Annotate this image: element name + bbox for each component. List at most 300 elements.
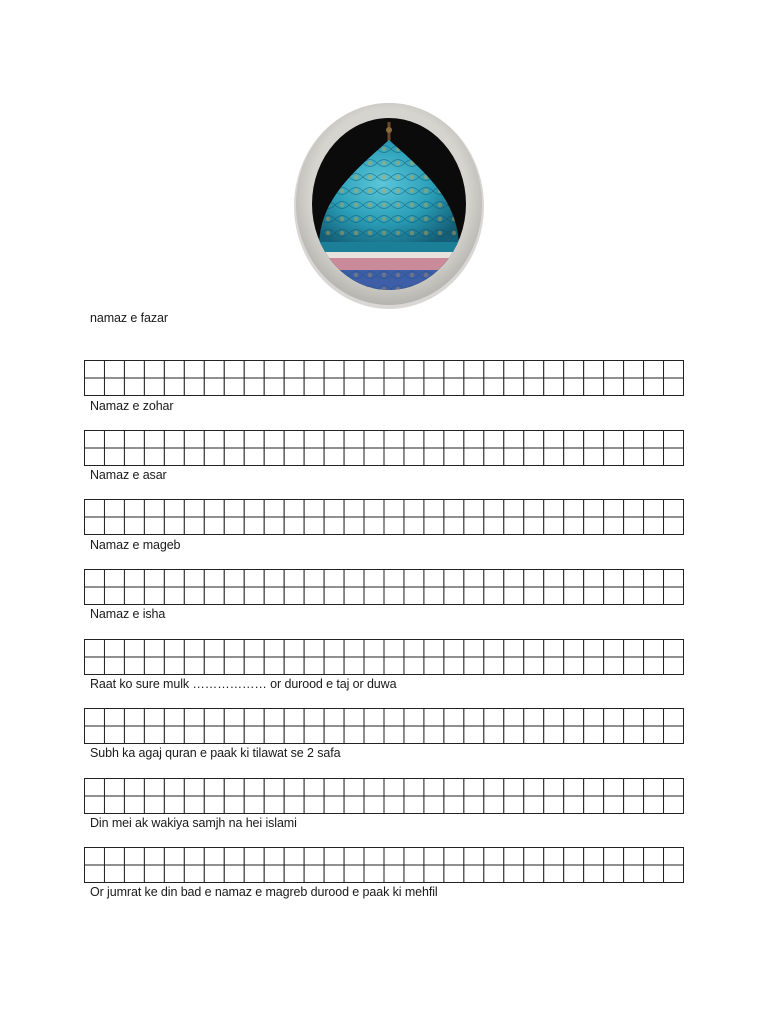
- grid-cell[interactable]: [624, 848, 644, 866]
- grid-cell[interactable]: [604, 378, 624, 396]
- grid-cell[interactable]: [524, 709, 544, 727]
- grid-cell[interactable]: [664, 779, 684, 797]
- grid-cell[interactable]: [564, 361, 584, 379]
- grid-cell[interactable]: [404, 361, 424, 379]
- grid-cell[interactable]: [85, 361, 105, 379]
- grid-cell[interactable]: [544, 709, 564, 727]
- grid-cell[interactable]: [85, 848, 105, 866]
- grid-cell[interactable]: [424, 796, 444, 814]
- grid-cell[interactable]: [444, 709, 464, 727]
- grid-cell[interactable]: [224, 431, 244, 449]
- grid-cell[interactable]: [544, 378, 564, 396]
- grid-cell[interactable]: [664, 448, 684, 466]
- grid-cell[interactable]: [324, 709, 344, 727]
- grid-cell[interactable]: [364, 448, 384, 466]
- grid-cell[interactable]: [324, 361, 344, 379]
- grid-cell[interactable]: [104, 587, 124, 605]
- grid-cell[interactable]: [424, 361, 444, 379]
- grid-cell[interactable]: [464, 431, 484, 449]
- grid-cell[interactable]: [144, 570, 164, 588]
- grid-cell[interactable]: [304, 796, 324, 814]
- grid-cell[interactable]: [644, 500, 664, 518]
- grid-cell[interactable]: [404, 657, 424, 675]
- grid-cell[interactable]: [524, 500, 544, 518]
- grid-cell[interactable]: [204, 657, 224, 675]
- grid-cell[interactable]: [584, 378, 604, 396]
- grid-cell[interactable]: [104, 378, 124, 396]
- grid-cell[interactable]: [524, 657, 544, 675]
- grid-cell[interactable]: [584, 361, 604, 379]
- grid-cell[interactable]: [264, 587, 284, 605]
- grid-cell[interactable]: [384, 726, 404, 744]
- grid-cell[interactable]: [85, 587, 105, 605]
- grid-cell[interactable]: [404, 709, 424, 727]
- grid-cell[interactable]: [504, 865, 524, 883]
- grid-cell[interactable]: [144, 378, 164, 396]
- grid-cell[interactable]: [284, 570, 304, 588]
- grid-cell[interactable]: [464, 779, 484, 797]
- grid-cell[interactable]: [544, 657, 564, 675]
- grid-cell[interactable]: [324, 796, 344, 814]
- grid-cell[interactable]: [264, 848, 284, 866]
- grid-cell[interactable]: [644, 726, 664, 744]
- grid-cell[interactable]: [324, 517, 344, 535]
- grid-cell[interactable]: [544, 500, 564, 518]
- grid-cell[interactable]: [144, 431, 164, 449]
- grid-cell[interactable]: [664, 848, 684, 866]
- grid-cell[interactable]: [184, 848, 204, 866]
- grid-cell[interactable]: [164, 848, 184, 866]
- grid-cell[interactable]: [324, 448, 344, 466]
- grid-cell[interactable]: [604, 448, 624, 466]
- grid-cell[interactable]: [644, 587, 664, 605]
- grid-cell[interactable]: [124, 570, 144, 588]
- grid-cell[interactable]: [484, 378, 504, 396]
- grid-cell[interactable]: [264, 517, 284, 535]
- tracking-grid-wakiya[interactable]: [84, 847, 684, 883]
- grid-cell[interactable]: [464, 361, 484, 379]
- grid-cell[interactable]: [324, 848, 344, 866]
- grid-cell[interactable]: [224, 779, 244, 797]
- grid-cell[interactable]: [664, 500, 684, 518]
- grid-cell[interactable]: [604, 500, 624, 518]
- grid-cell[interactable]: [344, 431, 364, 449]
- grid-cell[interactable]: [204, 726, 224, 744]
- grid-cell[interactable]: [85, 865, 105, 883]
- grid-cell[interactable]: [624, 517, 644, 535]
- grid-cell[interactable]: [244, 640, 264, 658]
- grid-cell[interactable]: [244, 587, 264, 605]
- grid-cell[interactable]: [384, 378, 404, 396]
- grid-cell[interactable]: [564, 726, 584, 744]
- grid-cell[interactable]: [184, 361, 204, 379]
- grid-cell[interactable]: [504, 500, 524, 518]
- grid-cell[interactable]: [664, 570, 684, 588]
- grid-cell[interactable]: [304, 517, 324, 535]
- grid-cell[interactable]: [484, 796, 504, 814]
- grid-cell[interactable]: [584, 517, 604, 535]
- grid-cell[interactable]: [664, 657, 684, 675]
- grid-cell[interactable]: [264, 378, 284, 396]
- grid-cell[interactable]: [664, 726, 684, 744]
- grid-cell[interactable]: [524, 431, 544, 449]
- grid-cell[interactable]: [344, 570, 364, 588]
- grid-cell[interactable]: [104, 726, 124, 744]
- grid-cell[interactable]: [204, 500, 224, 518]
- grid-cell[interactable]: [384, 587, 404, 605]
- grid-cell[interactable]: [124, 865, 144, 883]
- grid-cell[interactable]: [444, 657, 464, 675]
- grid-cell[interactable]: [524, 726, 544, 744]
- grid-cell[interactable]: [464, 657, 484, 675]
- grid-cell[interactable]: [184, 726, 204, 744]
- grid-cell[interactable]: [204, 865, 224, 883]
- grid-cell[interactable]: [244, 570, 264, 588]
- grid-cell[interactable]: [85, 779, 105, 797]
- grid-cell[interactable]: [604, 657, 624, 675]
- grid-cell[interactable]: [604, 361, 624, 379]
- grid-cell[interactable]: [384, 570, 404, 588]
- grid-cell[interactable]: [624, 570, 644, 588]
- grid-cell[interactable]: [144, 657, 164, 675]
- grid-cell[interactable]: [484, 500, 504, 518]
- grid-cell[interactable]: [524, 848, 544, 866]
- grid-cell[interactable]: [464, 570, 484, 588]
- grid-cell[interactable]: [344, 517, 364, 535]
- grid-cell[interactable]: [204, 361, 224, 379]
- grid-cell[interactable]: [484, 361, 504, 379]
- grid-cell[interactable]: [444, 587, 464, 605]
- grid-cell[interactable]: [244, 448, 264, 466]
- grid-cell[interactable]: [124, 500, 144, 518]
- grid-cell[interactable]: [644, 865, 664, 883]
- grid-cell[interactable]: [524, 570, 544, 588]
- grid-cell[interactable]: [264, 431, 284, 449]
- grid-cell[interactable]: [564, 587, 584, 605]
- grid-cell[interactable]: [324, 779, 344, 797]
- tracking-grid-tilawat[interactable]: [84, 778, 684, 814]
- grid-cell[interactable]: [404, 865, 424, 883]
- grid-cell[interactable]: [644, 448, 664, 466]
- grid-cell[interactable]: [484, 709, 504, 727]
- grid-cell[interactable]: [284, 796, 304, 814]
- grid-cell[interactable]: [304, 779, 324, 797]
- grid-cell[interactable]: [424, 517, 444, 535]
- grid-cell[interactable]: [444, 640, 464, 658]
- grid-cell[interactable]: [304, 570, 324, 588]
- grid-cell[interactable]: [404, 848, 424, 866]
- grid-cell[interactable]: [364, 848, 384, 866]
- grid-cell[interactable]: [664, 865, 684, 883]
- grid-cell[interactable]: [144, 448, 164, 466]
- grid-cell[interactable]: [524, 587, 544, 605]
- grid-cell[interactable]: [544, 431, 564, 449]
- grid-cell[interactable]: [144, 500, 164, 518]
- grid-cell[interactable]: [204, 431, 224, 449]
- grid-cell[interactable]: [224, 361, 244, 379]
- grid-cell[interactable]: [124, 431, 144, 449]
- grid-cell[interactable]: [604, 431, 624, 449]
- grid-cell[interactable]: [564, 640, 584, 658]
- grid-cell[interactable]: [484, 517, 504, 535]
- grid-cell[interactable]: [504, 448, 524, 466]
- grid-cell[interactable]: [144, 796, 164, 814]
- grid-cell[interactable]: [544, 587, 564, 605]
- grid-cell[interactable]: [664, 796, 684, 814]
- grid-cell[interactable]: [164, 448, 184, 466]
- grid-cell[interactable]: [584, 865, 604, 883]
- grid-cell[interactable]: [304, 448, 324, 466]
- grid-cell[interactable]: [124, 657, 144, 675]
- grid-cell[interactable]: [484, 865, 504, 883]
- grid-cell[interactable]: [584, 431, 604, 449]
- grid-cell[interactable]: [624, 500, 644, 518]
- grid-cell[interactable]: [104, 796, 124, 814]
- grid-cell[interactable]: [264, 779, 284, 797]
- grid-cell[interactable]: [404, 517, 424, 535]
- grid-cell[interactable]: [85, 431, 105, 449]
- grid-cell[interactable]: [164, 587, 184, 605]
- grid-cell[interactable]: [424, 500, 444, 518]
- grid-cell[interactable]: [124, 517, 144, 535]
- grid-cell[interactable]: [124, 640, 144, 658]
- grid-cell[interactable]: [284, 709, 304, 727]
- grid-cell[interactable]: [524, 448, 544, 466]
- grid-cell[interactable]: [664, 640, 684, 658]
- grid-cell[interactable]: [204, 640, 224, 658]
- grid-cell[interactable]: [124, 848, 144, 866]
- grid-cell[interactable]: [324, 726, 344, 744]
- grid-cell[interactable]: [644, 779, 664, 797]
- grid-cell[interactable]: [604, 640, 624, 658]
- grid-cell[interactable]: [324, 500, 344, 518]
- grid-cell[interactable]: [384, 779, 404, 797]
- grid-cell[interactable]: [104, 448, 124, 466]
- grid-cell[interactable]: [184, 779, 204, 797]
- grid-cell[interactable]: [284, 587, 304, 605]
- grid-cell[interactable]: [104, 865, 124, 883]
- grid-cell[interactable]: [564, 848, 584, 866]
- grid-cell[interactable]: [184, 378, 204, 396]
- grid-cell[interactable]: [304, 709, 324, 727]
- grid-cell[interactable]: [444, 448, 464, 466]
- grid-cell[interactable]: [604, 570, 624, 588]
- grid-cell[interactable]: [484, 848, 504, 866]
- grid-cell[interactable]: [124, 726, 144, 744]
- grid-cell[interactable]: [504, 657, 524, 675]
- grid-cell[interactable]: [484, 431, 504, 449]
- grid-cell[interactable]: [284, 640, 304, 658]
- grid-cell[interactable]: [364, 378, 384, 396]
- grid-cell[interactable]: [364, 865, 384, 883]
- grid-cell[interactable]: [284, 361, 304, 379]
- grid-cell[interactable]: [264, 361, 284, 379]
- grid-cell[interactable]: [544, 779, 564, 797]
- grid-cell[interactable]: [184, 709, 204, 727]
- grid-cell[interactable]: [224, 657, 244, 675]
- grid-cell[interactable]: [464, 865, 484, 883]
- grid-cell[interactable]: [104, 570, 124, 588]
- grid-cell[interactable]: [384, 448, 404, 466]
- grid-cell[interactable]: [424, 726, 444, 744]
- grid-cell[interactable]: [204, 448, 224, 466]
- grid-cell[interactable]: [424, 640, 444, 658]
- grid-cell[interactable]: [504, 848, 524, 866]
- grid-cell[interactable]: [284, 431, 304, 449]
- grid-cell[interactable]: [644, 378, 664, 396]
- grid-cell[interactable]: [624, 431, 644, 449]
- grid-cell[interactable]: [364, 361, 384, 379]
- grid-cell[interactable]: [244, 378, 264, 396]
- grid-cell[interactable]: [184, 587, 204, 605]
- grid-cell[interactable]: [244, 848, 264, 866]
- grid-cell[interactable]: [244, 517, 264, 535]
- grid-cell[interactable]: [204, 378, 224, 396]
- grid-cell[interactable]: [184, 865, 204, 883]
- grid-cell[interactable]: [104, 640, 124, 658]
- grid-cell[interactable]: [584, 726, 604, 744]
- grid-cell[interactable]: [644, 709, 664, 727]
- grid-cell[interactable]: [364, 587, 384, 605]
- grid-cell[interactable]: [384, 500, 404, 518]
- grid-cell[interactable]: [164, 500, 184, 518]
- grid-cell[interactable]: [85, 726, 105, 744]
- grid-cell[interactable]: [244, 431, 264, 449]
- grid-cell[interactable]: [404, 570, 424, 588]
- grid-cell[interactable]: [424, 448, 444, 466]
- grid-cell[interactable]: [104, 848, 124, 866]
- grid-cell[interactable]: [444, 500, 464, 518]
- grid-cell[interactable]: [264, 657, 284, 675]
- grid-cell[interactable]: [524, 517, 544, 535]
- grid-cell[interactable]: [204, 587, 224, 605]
- grid-cell[interactable]: [144, 587, 164, 605]
- grid-cell[interactable]: [304, 378, 324, 396]
- grid-cell[interactable]: [544, 448, 564, 466]
- grid-cell[interactable]: [224, 378, 244, 396]
- grid-cell[interactable]: [164, 726, 184, 744]
- grid-cell[interactable]: [284, 517, 304, 535]
- grid-cell[interactable]: [244, 657, 264, 675]
- grid-cell[interactable]: [144, 361, 164, 379]
- grid-cell[interactable]: [664, 431, 684, 449]
- grid-cell[interactable]: [504, 570, 524, 588]
- grid-cell[interactable]: [484, 587, 504, 605]
- grid-cell[interactable]: [384, 431, 404, 449]
- grid-cell[interactable]: [544, 517, 564, 535]
- grid-cell[interactable]: [464, 517, 484, 535]
- grid-cell[interactable]: [424, 378, 444, 396]
- grid-cell[interactable]: [164, 378, 184, 396]
- grid-cell[interactable]: [424, 570, 444, 588]
- grid-cell[interactable]: [484, 726, 504, 744]
- grid-cell[interactable]: [344, 657, 364, 675]
- grid-cell[interactable]: [584, 779, 604, 797]
- grid-cell[interactable]: [464, 640, 484, 658]
- grid-cell[interactable]: [524, 865, 544, 883]
- grid-cell[interactable]: [444, 779, 464, 797]
- grid-cell[interactable]: [144, 709, 164, 727]
- grid-cell[interactable]: [544, 726, 564, 744]
- grid-cell[interactable]: [344, 448, 364, 466]
- grid-cell[interactable]: [104, 779, 124, 797]
- grid-cell[interactable]: [544, 361, 564, 379]
- grid-cell[interactable]: [164, 657, 184, 675]
- grid-cell[interactable]: [284, 448, 304, 466]
- grid-cell[interactable]: [444, 865, 464, 883]
- grid-cell[interactable]: [324, 378, 344, 396]
- grid-cell[interactable]: [464, 448, 484, 466]
- grid-cell[interactable]: [344, 709, 364, 727]
- grid-cell[interactable]: [584, 640, 604, 658]
- grid-cell[interactable]: [564, 657, 584, 675]
- grid-cell[interactable]: [604, 517, 624, 535]
- grid-cell[interactable]: [584, 587, 604, 605]
- grid-cell[interactable]: [644, 848, 664, 866]
- grid-cell[interactable]: [124, 448, 144, 466]
- grid-cell[interactable]: [264, 796, 284, 814]
- grid-cell[interactable]: [644, 517, 664, 535]
- grid-cell[interactable]: [164, 517, 184, 535]
- grid-cell[interactable]: [364, 431, 384, 449]
- grid-cell[interactable]: [244, 500, 264, 518]
- grid-cell[interactable]: [284, 848, 304, 866]
- grid-cell[interactable]: [524, 640, 544, 658]
- grid-cell[interactable]: [484, 570, 504, 588]
- grid-cell[interactable]: [604, 726, 624, 744]
- grid-cell[interactable]: [224, 448, 244, 466]
- grid-cell[interactable]: [164, 361, 184, 379]
- grid-cell[interactable]: [424, 657, 444, 675]
- grid-cell[interactable]: [85, 640, 105, 658]
- grid-cell[interactable]: [404, 779, 424, 797]
- grid-cell[interactable]: [224, 865, 244, 883]
- grid-cell[interactable]: [464, 587, 484, 605]
- grid-cell[interactable]: [644, 361, 664, 379]
- grid-cell[interactable]: [584, 709, 604, 727]
- grid-cell[interactable]: [384, 709, 404, 727]
- grid-cell[interactable]: [104, 657, 124, 675]
- grid-cell[interactable]: [624, 709, 644, 727]
- grid-cell[interactable]: [444, 570, 464, 588]
- grid-cell[interactable]: [644, 796, 664, 814]
- grid-cell[interactable]: [504, 361, 524, 379]
- grid-cell[interactable]: [264, 570, 284, 588]
- grid-cell[interactable]: [224, 848, 244, 866]
- grid-cell[interactable]: [664, 378, 684, 396]
- grid-cell[interactable]: [384, 517, 404, 535]
- grid-cell[interactable]: [284, 726, 304, 744]
- grid-cell[interactable]: [284, 865, 304, 883]
- grid-cell[interactable]: [144, 848, 164, 866]
- grid-cell[interactable]: [304, 587, 324, 605]
- grid-cell[interactable]: [424, 779, 444, 797]
- grid-cell[interactable]: [504, 517, 524, 535]
- grid-cell[interactable]: [404, 378, 424, 396]
- grid-cell[interactable]: [524, 796, 544, 814]
- grid-cell[interactable]: [424, 848, 444, 866]
- tracking-grid-isha[interactable]: [84, 639, 684, 675]
- grid-cell[interactable]: [184, 640, 204, 658]
- grid-cell[interactable]: [424, 587, 444, 605]
- grid-cell[interactable]: [544, 865, 564, 883]
- grid-cell[interactable]: [664, 587, 684, 605]
- grid-cell[interactable]: [204, 709, 224, 727]
- grid-cell[interactable]: [144, 865, 164, 883]
- grid-cell[interactable]: [584, 448, 604, 466]
- grid-cell[interactable]: [484, 779, 504, 797]
- grid-cell[interactable]: [444, 361, 464, 379]
